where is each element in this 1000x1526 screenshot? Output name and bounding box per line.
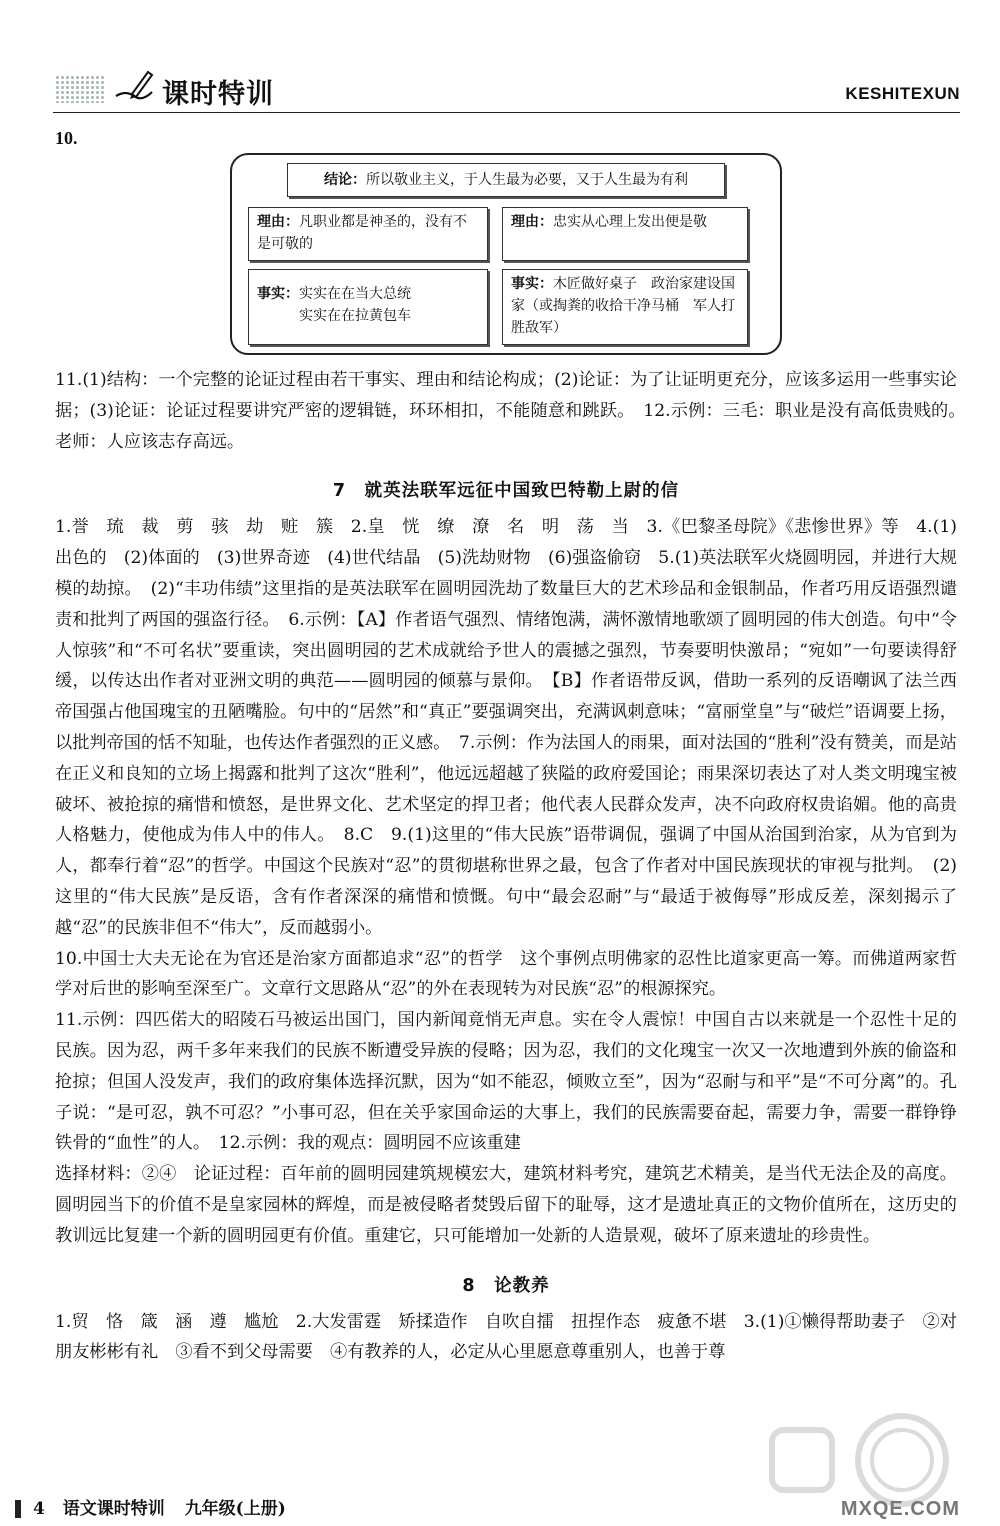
book-title: 语文课时特训 [62, 1499, 165, 1519]
conclusion-label: 结论： [324, 172, 366, 188]
page-footer [0, 1480, 1000, 1526]
reason-box-1 [248, 207, 488, 261]
series-brand: KESHITEXUN [845, 84, 960, 103]
question-10-number: 10. [55, 128, 78, 148]
fact-1-line-1: 实实在在当大总统 [299, 286, 411, 302]
reason-2-text: 忠实从心理上发出便是敬 [553, 214, 707, 230]
answer-paragraph: 选择材料：②④ 论证过程：百年前的圆明园建筑规模宏大，建筑材料考究，建筑艺术精美，是当代无法企及的高度。圆明园当下的价值不是皇家园林的辉煌，而是被侵略者焚毁后留下的耻辱，这才是遗址真正的文物价值所在，这历史的教训远比复建一个新的圆明园更有价值。重建它，只可能增加一处新的人造景观，破坏了原来遗址的珍贵性。 [55, 1164, 957, 1246]
answer-paragraph: 11.示例：四匹偌大的昭陵石马被运出国门，国内新闻竟悄无声息。实在令人震惊！中国自古以来就是一个忍性十足的民族。因为忍，两千多年来我们的民族不断遭受异族的侵略；因为忍，我们的文化瑰宝一次又一次地遭到外族的偷盗和抢掠；但国人没发声，我们的政府集体选择沉默，因为“如不能忍，倾败立至”，因为“忍耐与和平”是“不可分离”的。孔子说：“是可忍，孰不可忍？”小事可忍，但在关乎家国命运的大事上，我们的民族需要奋起，需要力争，需要一群铮铮铁骨的“血性”的人。 12.示例：我的观点：圆明园不应该重建 [55, 1010, 957, 1154]
page-header [0, 0, 1000, 115]
logo-dot-pattern [55, 75, 105, 103]
answer-paragraph: 1.贸 恪 箴 涵 遵 尴尬 2.大发雷霆 矫揉造作 自吹自擂 扭捏作态 疲惫不堪 3.(1)①懒得帮助妻子 ②对朋友彬彬有礼 ③看不到父母需要 ④有教养的人，必定从心里愿意尊重别人，也善于尊 [55, 1311, 957, 1363]
answer-paragraph: 10.中国士大夫无论在为官还是治家方面都追求“忍”的哲学 这个事例点明佛家的忍性比道家更高一筹。而佛道两家哲学对后世的影响至深至广。文章行文思路从“忍”的外在表现转为对民族“忍”的根源探究。 [55, 948, 957, 1000]
reason-1-text: 凡职业都是神圣的，没有不是可敬的 [257, 214, 467, 252]
answer-paragraph: 1.誉 琉 裁 剪 骇 劫 赃 簇 2.皇 恍 缭 潦 名 明 荡 当 3.《巴黎圣母院》《悲惨世界》等 4.(1)出色的 (2)体面的 (3)世界奇迹 (4)世代结晶 (5)洗劫财物 (6)强盗偷窃 5.(1)英法联军火烧圆明园，并进行大规模的劫掠。 (2)“丰功伟绩”这里指的是英法联军在圆明园洗劫了数量巨大的艺术珍品和金银制品，作者巧用反语强烈谴责和批判了两国的强盗行径。 6.示例：【A】作者语气强烈、情绪饱满，满怀激情地歌颂了圆明园的伟大创造。句中“令人惊骇”和“不可名状”要重读，突出圆明园的艺术成就给予世人的震撼之强烈，节奏要明快激昂；“宛如”一句要读得舒缓，以传达出作者对亚洲文明的典范——圆明园的倾慕与景仰。 【B】作者语带反讽，借助一系列的反语嘲讽了法兰西帝国强占他国瑰宝的丑陋嘴脸。句中的“居然”和“真正”要强调突出，充满讽刺意味；“富丽堂皇”与“破烂”语调要上扬，以批判帝国的恬不知耻，也传达作者强烈的正义感。 7.示例：作为法国人的雨果，面对法国的“胜利”没有赞美，而是站在正义和良知的立场上揭露和批判了这次“胜利”，他远远超越了狭隘的政府爱国论；雨果深切表达了对人类文明瑰宝被破坏、被抢掠的痛惜和愤怒，是世界文化、艺术坚定的捍卫者；他代表人民群众发声，决不向政府权贵谄媚。他的高贵人格魅力，使他成为伟人中的伟人。 8.C 9.(1)这里的“伟大民族”语带调侃，强调了中国从治国到治家，从为官到为人，都奉行着“忍”的哲学。中国这个民族对“忍”的贯彻堪称世界之最，包含了作者对中国民族现状的审视与批判。 (2)这里的“伟大民族”是反语，含有作者深深的痛惜和愤慨。句中“最会忍耐”与“最适于被侮辱”形成反差，深刻揭示了越“忍”的民族非但不“伟大”，反而越弱小。 [55, 517, 957, 938]
footer-text [33, 1494, 286, 1519]
page-number: 4 [33, 1499, 45, 1519]
fact-2-text: 木匠做好桌子 政治家建设国家（或掏粪的收拾干净马桶 军人打胜敌军） [511, 276, 735, 336]
header-rule [53, 112, 960, 113]
reason-2-label: 理由： [511, 214, 553, 230]
reason-box-2 [502, 207, 748, 261]
series-logo-text: 课时特训 [162, 79, 274, 110]
reason-1-label: 理由： [257, 214, 299, 230]
fact-1-label: 事实： [257, 286, 299, 302]
watermark-site: MXQE.COM [840, 1498, 960, 1520]
footer-marker [15, 1500, 21, 1518]
section-7-title: 7 就英法联军远征中国致巴特勒上尉的信 [332, 481, 680, 502]
fact-box-1 [248, 269, 488, 345]
fact-box-2 [502, 269, 748, 345]
fact-1-line-2: 实实在在拉黄包车 [299, 308, 411, 324]
pen-icon [112, 66, 160, 106]
grade-label: 九年级(上册) [184, 1499, 286, 1519]
answer-content [55, 365, 975, 1368]
answer-paragraph: 11.(1)结构：一个完整的论证过程由若干事实、理由和结论构成；(2)论证：为了让证明更充分，应该多运用一些事实论据；(3)论证：论证过程要讲究严密的逻辑链，环环相扣，不能随意和跳跃。 12.示例：三毛：职业是没有高低贵贱的。 老师：人应该志存高远。 [55, 370, 975, 452]
fact-2-label: 事实： [511, 276, 553, 292]
section-8-title: 8 论教养 [462, 1275, 550, 1296]
argument-structure-diagram [230, 153, 782, 355]
conclusion-box [287, 163, 725, 197]
conclusion-text: 所以敬业主义，于人生最为必要，又于人生最为有利 [366, 172, 688, 188]
